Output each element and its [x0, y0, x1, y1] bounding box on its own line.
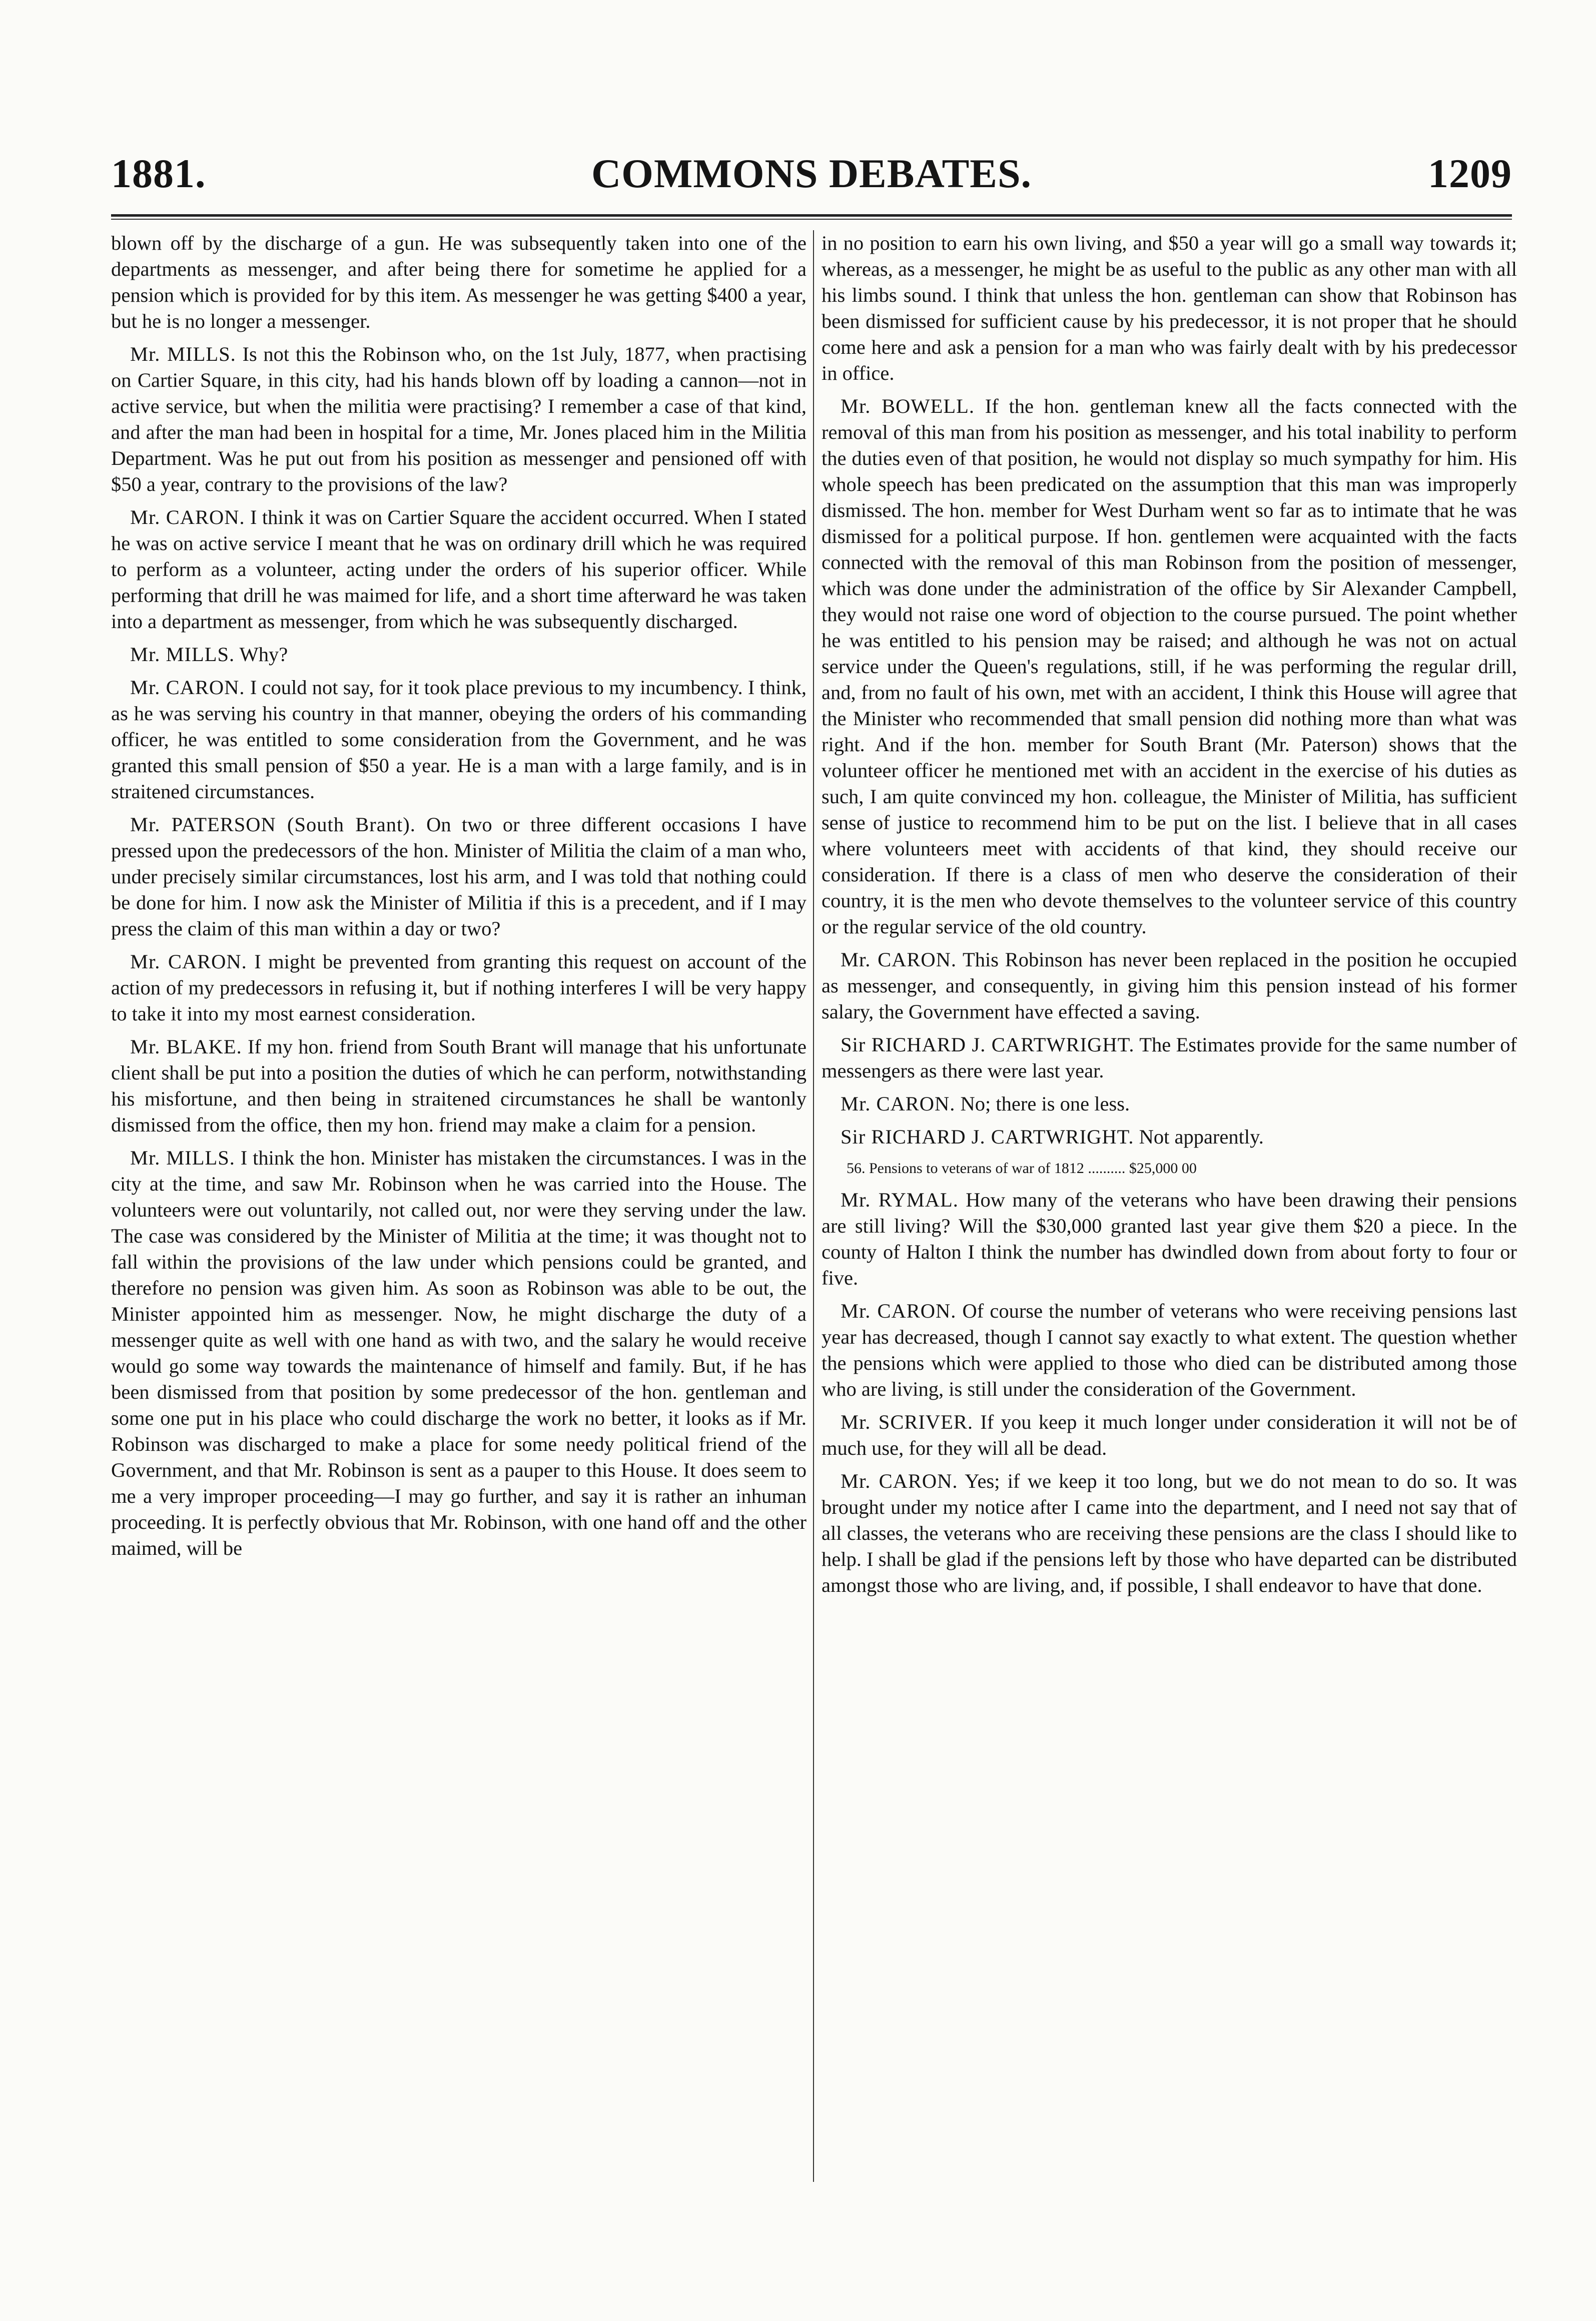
header-year: 1881.	[111, 151, 206, 196]
header-title: COMMONS DEBATES.	[591, 151, 1032, 196]
speaker-name: Mr. CARON.	[130, 676, 245, 699]
speaker-name: Mr. CARON.	[841, 1470, 958, 1492]
speaker-name: Mr. MILLS.	[130, 643, 235, 666]
speaker-name: Mr. CARON.	[130, 506, 245, 528]
speaker-name: Sir RICHARD J. CARTWRIGHT.	[841, 1033, 1135, 1056]
speech-text: If you keep it much longer under consideration it will not be of much use, for they will all be dead.	[822, 1411, 1517, 1459]
speech-text: No; there is one less.	[960, 1092, 1130, 1115]
speaker-name: Mr. CARON.	[841, 1092, 956, 1115]
speech-text: If my hon. friend from South Brant will manage that his unfortunate client shall be put into a position the duties of which he can perform, notwithstanding his misfortune, and then being in straitened circumstances he shall be wantonly dismissed from the office, then my hon. friend may make a claim for a pension.	[111, 1035, 807, 1136]
speaker-name: Mr. MILLS.	[130, 1146, 235, 1169]
debate-paragraph	[822, 1468, 1517, 1598]
speaker-name: Mr. MILLS.	[130, 343, 236, 365]
estimate-item: 56. Pensions to veterans of war of 1812 .......... $25,000 00	[847, 1160, 1197, 1177]
speech-text: The Estimates provide for the same number of messengers as there were last year.	[822, 1033, 1517, 1082]
speech-text: I could not say, for it took place previous to my incumbency. I think, as he was serving his country in that manner, obeying the orders of his commanding officer, he was entitled to some consideration from the Government, and he was granted this small pension of $50 a year. He is a man with a large family, and is in straitened circumstances.	[111, 676, 807, 803]
speaker-name: Mr. RYMAL.	[841, 1189, 959, 1211]
speaker-name: Mr. PATERSON (South Brant).	[130, 813, 416, 836]
speech-text: If the hon. gentleman knew all the facts connected with the removal of this man from his position as messenger, and his total inability to perform the duties even of that position, he would not display so much sympathy for him. His whole speech has been predicated on the assumption that this man was improperly dismissed. The hon. member for West Durham went so far as to intimate that he was dismissed for a political purpose. If hon. gentlemen were acquainted with the facts connected with the removal of this man Robinson from the position of messenger, which was done under the administration of the office by Sir Alexander Campbell, they would not raise one word of objection to the course pursued. The point whether he was entitled to his pension may be raised; and although he was not on actual service under the Queen's regulations, still, if he was performing the regular drill, and, from no fault of his own, met with an accident, I think this House will agree that the Minister who recommended that small pension did nothing more than what was right. And if the hon. member for South Brant (Mr. Paterson) shows that the volunteer officer he mentioned met with an accident in the exercise of his duties as such, I am quite convinced my hon. colleague, the Minister of Militia, has sufficient sense of justice to recommend him to be put on the list. I believe that in all cases where volunteers meet with accidents of that kind, they should receive our consideration. If there is a class of men who deserve the consideration of their country, it is the men who devote themselves to the volunteer service of this country or the regular service of the old country.	[822, 395, 1517, 938]
speech-text: Yes; if we keep it too long, but we do not mean to do so. It was brought under my notice after I came into the department, and I need not say that of all classes, the veterans who are receiving these pensions are the class I should like to help. I shall be glad if the pensions left by those who have departed can be distributed amongst those who are living, and, if possible, I shall endeavor to have that done.	[822, 1470, 1517, 1596]
speech-text: I think the hon. Minister has mistaken the circumstances. I was in the city at the time, and saw Mr. Robinson when he was carried into the House. The volunteers were out voluntarily, not called out, nor were they serving under the law. The case was considered by the Minister of Militia at the time; it was thought not to fall within the provisions of the law under which pensions could be granted, and therefore no pension was given him. As soon as Robinson was able to be out, the Minister appointed him as messenger. Now, he might discharge the duty of a messenger quite as well with one hand as with two, and the salary he would receive would go some way towards the maintenance of himself and family. But, if he has been dismissed from that position by some predecessor of the hon. gentleman and some one put in his place who could discharge the work no better, it looks as if Mr. Robinson was discharged to make a place for some needy political friend of the Government, and that Mr. Robinson is sent as a pauper to this House. It does seem to me a very improper proceeding—I may go further, and say it is rather an inhuman proceeding. It is perfectly obvious that Mr. Robinson, with one hand off and the other maimed, will be	[111, 1146, 807, 1559]
debate-paragraph	[822, 393, 1517, 940]
speech-text: On two or three different occasions I have pressed upon the predecessors of the hon. Minister of Militia the claim of a man who, under precisely similar circumstances, lost his arm, and I was told that nothing could be done for him. I now ask the Minister of Militia if this is a precedent, and if I may press the claim of this man within a day or two?	[111, 813, 807, 940]
debate-paragraph	[822, 1409, 1517, 1461]
debate-paragraph	[822, 1124, 1517, 1150]
header-rule	[111, 214, 1512, 220]
debate-paragraph	[111, 341, 807, 497]
debate-paragraph	[822, 1091, 1517, 1117]
debate-paragraph	[822, 1187, 1517, 1291]
speaker-name: Mr. CARON.	[130, 950, 247, 973]
debate-paragraph	[111, 949, 807, 1027]
header-page-number: 1209	[1428, 151, 1512, 196]
speech-text: blown off by the discharge of a gun. He was subsequently taken into one of the departments as messenger, and after being there for sometime he applied for a pension which is provided for by this item. As messenger he was getting $400 a year, but he is no longer a messenger.	[111, 232, 807, 332]
debate-paragraph	[111, 675, 807, 805]
speech-text: Not apparently.	[1139, 1125, 1264, 1148]
debate-paragraph	[822, 1298, 1517, 1402]
speech-text: I might be prevented from granting this request on account of the action of my predecessors in refusing it, but if nothing interferes I will be very happy to take it into my most earnest consideration.	[111, 950, 807, 1025]
column-divider	[813, 230, 814, 2182]
debate-paragraph	[111, 1034, 807, 1138]
speech-text: This Robinson has never been replaced in the position he occupied as messenger, and consequently, in giving him this pension instead of his former salary, the Government have effected a saving.	[822, 948, 1517, 1023]
debate-paragraph	[111, 504, 807, 635]
debate-paragraph	[111, 642, 807, 668]
debate-paragraph	[111, 1145, 807, 1561]
debate-paragraph	[111, 812, 807, 942]
page-header	[111, 150, 1512, 210]
left-column	[111, 230, 807, 2192]
speech-text: in no position to earn his own living, and $50 a year will go a small way towards it; whereas, as a messenger, he might be as useful to the public as any other man with all his limbs sound. I think that unless the hon. gentleman can show that Robinson has been dismissed for sufficient cause by his predecessor, it is not proper that he should come here and ask a pension for a man who was fairly dealt with by his predecessor in office.	[822, 232, 1517, 384]
speech-text: How many of the veterans who have been drawing their pensions are still living? Will the $30,000 granted last year give them $20 a piece. In the county of Halton I think the number has dwindled down from about forty to four or five.	[822, 1189, 1517, 1289]
debate-paragraph	[111, 230, 807, 334]
speech-text: Why?	[239, 643, 288, 666]
speaker-name: Mr. CARON.	[841, 1300, 957, 1322]
speech-text: I think it was on Cartier Square the accident occurred. When I stated he was on active service I meant that he was on ordinary drill which he was required to perform as a volunteer, acting under the orders of his superior officer. While performing that drill he was maimed for life, and a short time afterward he was taken into a department as messenger, from which he was subsequently discharged.	[111, 506, 807, 633]
debate-paragraph	[822, 1032, 1517, 1084]
speaker-name: Mr. SCRIVER.	[841, 1411, 973, 1433]
speaker-name: Sir RICHARD J. CARTWRIGHT.	[841, 1125, 1134, 1148]
speech-text: Of course the number of veterans who were receiving pensions last year has decreased, though I cannot say exactly to what extent. The question whether the pensions which were applied to those who died can be distributed among those who are living, is still under the consideration of the Government.	[822, 1300, 1517, 1400]
speaker-name: Mr. BLAKE.	[130, 1035, 242, 1058]
speech-text: Is not this the Robinson who, on the 1st July, 1877, when practising on Cartier Square, in this city, had his hands blown off by loading a cannon—not in active service, but when the militia were practising? I remember a case of that kind, and after the man had been in hospital for a time, Mr. Jones placed him in the Militia Department. Was he put out from his position as messenger and pensioned off with $50 a year, contrary to the provisions of the law?	[111, 343, 807, 495]
right-column	[822, 230, 1517, 2192]
debate-paragraph	[822, 947, 1517, 1025]
debate-paragraph	[822, 230, 1517, 386]
speaker-name: Mr. BOWELL.	[841, 395, 975, 417]
speaker-name: Mr. CARON.	[841, 948, 957, 971]
